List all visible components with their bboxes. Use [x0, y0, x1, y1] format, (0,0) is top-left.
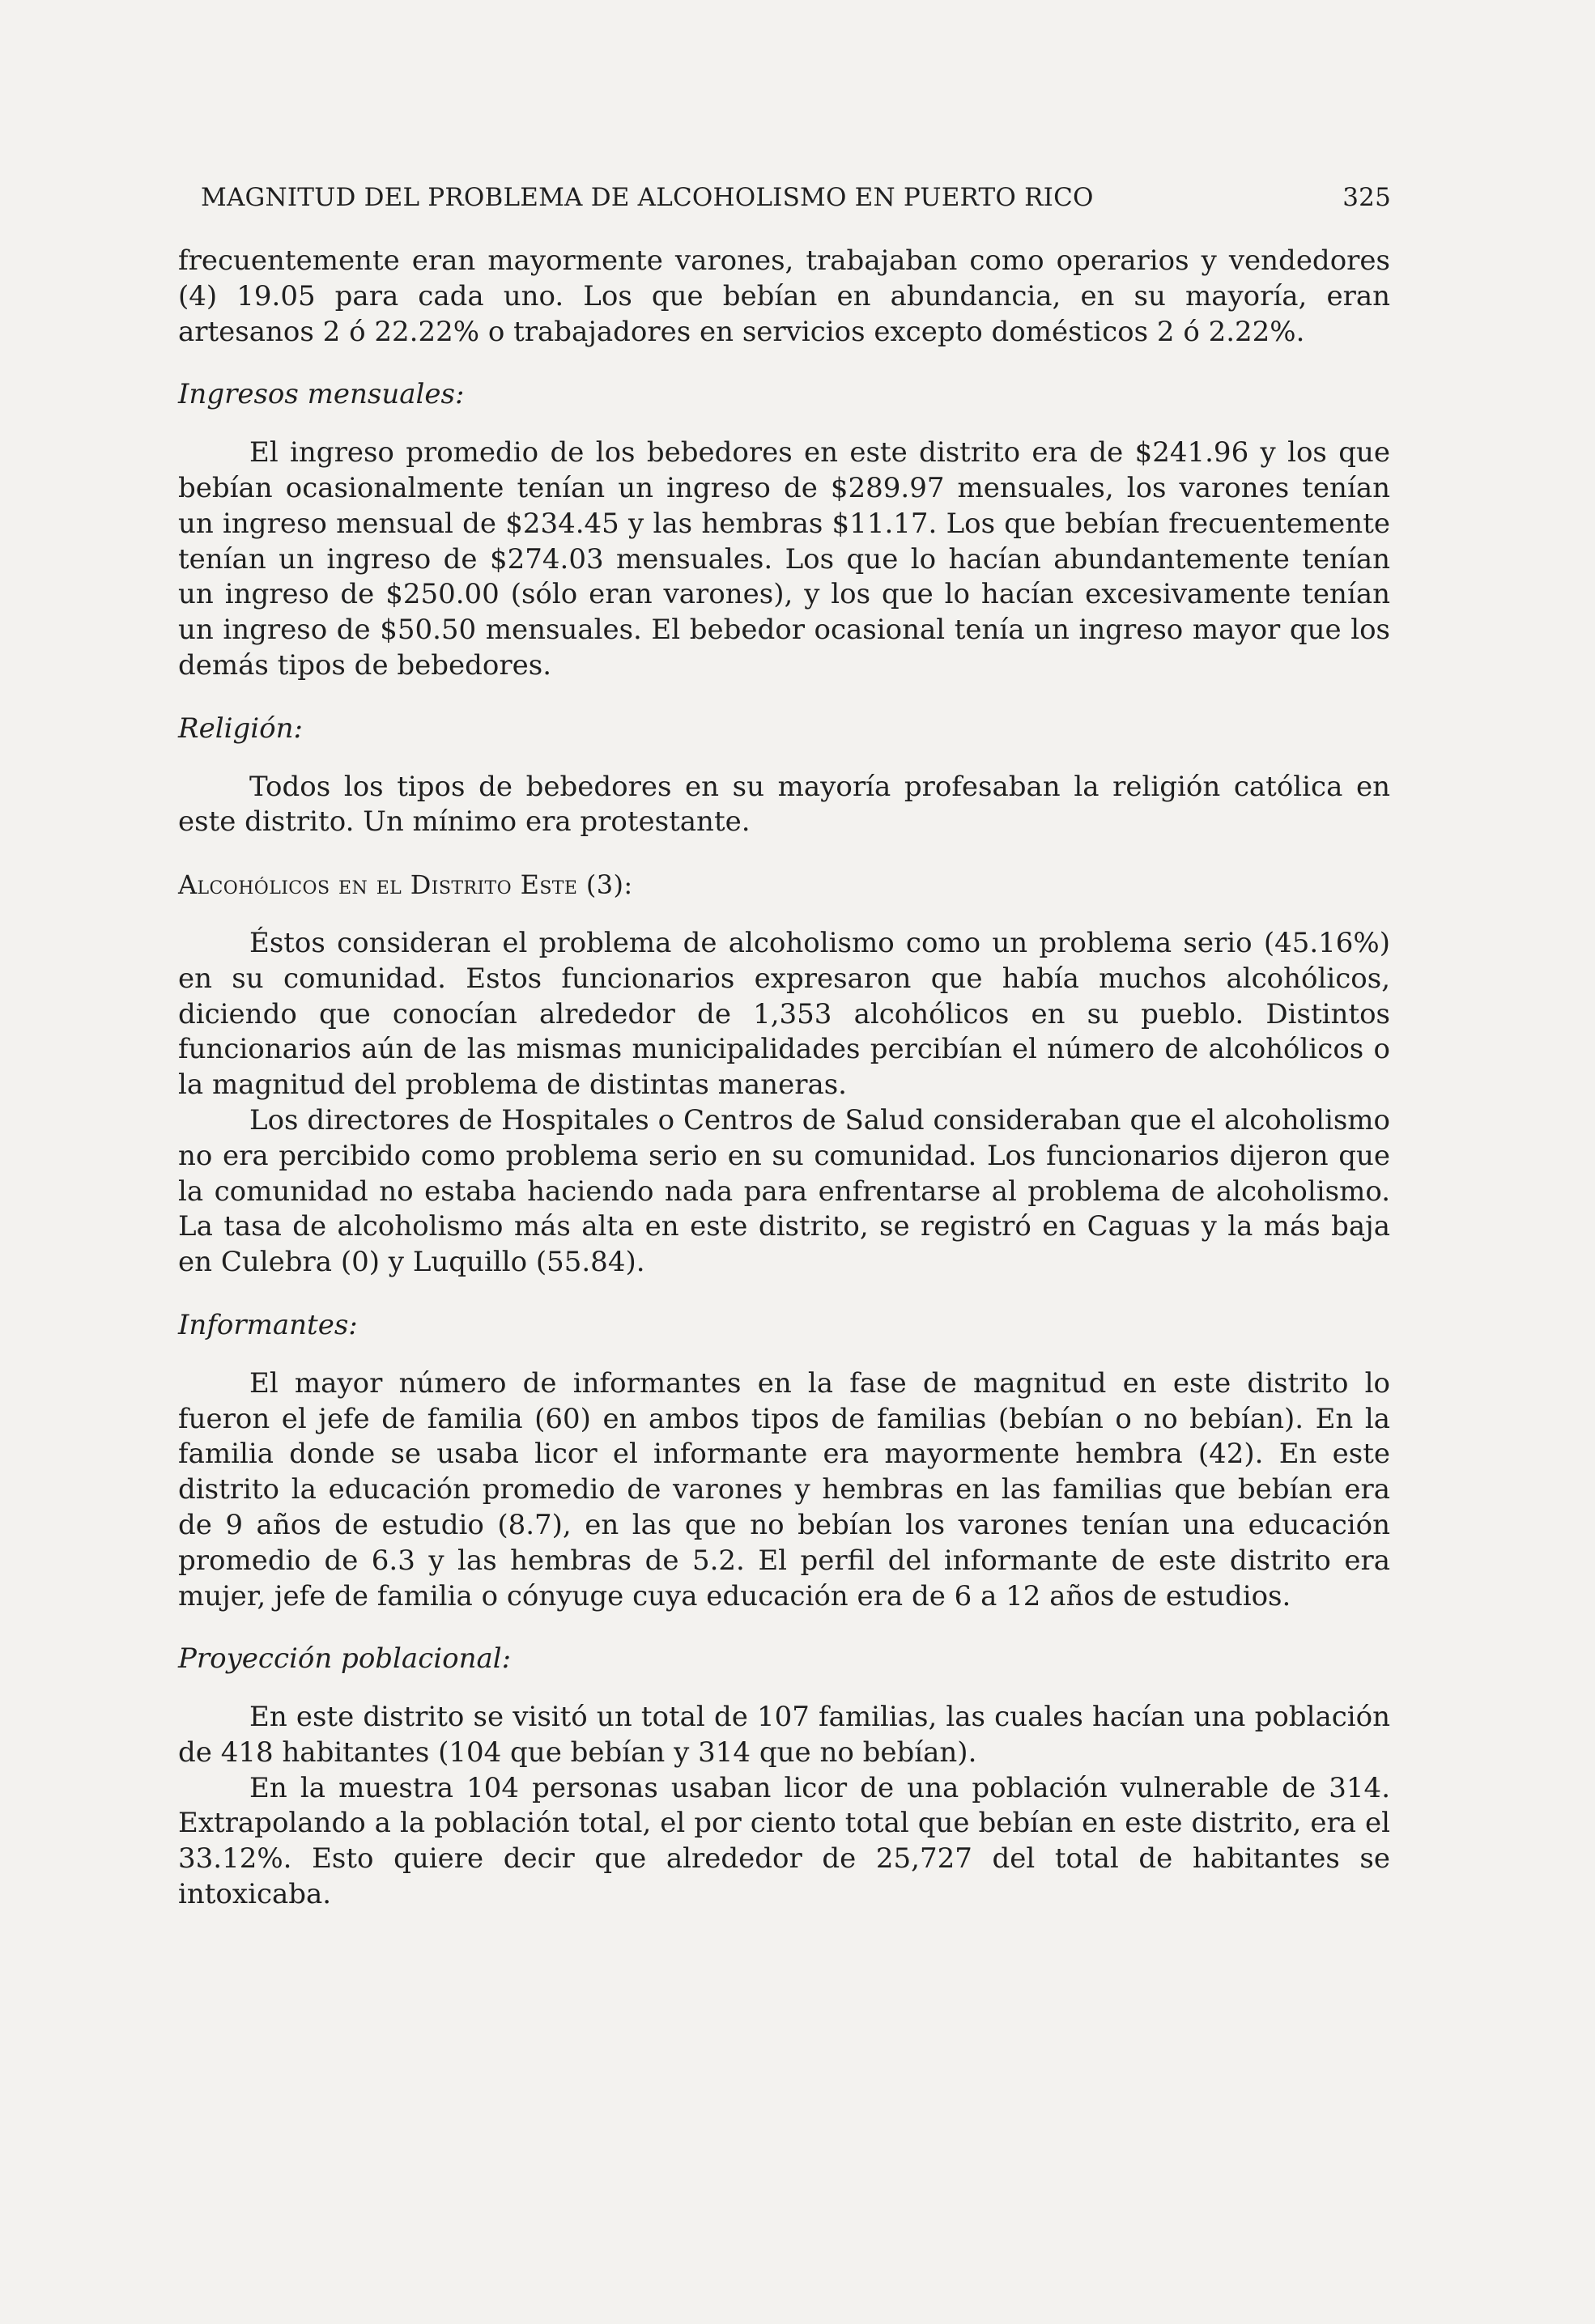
proyeccion-heading: Proyección poblacional: — [178, 1642, 512, 1676]
alcoholicos-paragraph-1: Éstos consideran el problema de alcoholismo como un problema serio (45.16%) en su comunidad. Estos funcionarios expresaron que había muchos alcohólicos, diciendo que conocían alrededor de 1,353 alcohólicos en su pueblo. Distintos funcionarios aún de las mismas municipalidades percibían el número de alcohólicos o la magnitud del problema de distintas maneras. — [178, 926, 1390, 1102]
ingresos-paragraph: El ingreso promedio de los bebedores en este distrito era de $241.96 y los que bebían ocasionalmente tenían un ingreso de $289.97 mensuales, los varones tenían un ingreso mensual de $234.45 y las hembras $11.17. Los que bebían frecuentemente tenían un ingreso de $274.03 mensuales. Los que lo hacían abundantemente tenían un ingreso de $250.00 (sólo eran varones), y los que lo hacían excesivamente tenían un ingreso de $50.50 mensuales. El bebedor ocasional tenía un ingreso mayor que los demás tipos de bebedores. — [178, 436, 1390, 682]
religion-paragraph: Todos los tipos de bebedores en su mayoría profesaban la religión católica en este distrito. Un mínimo era protestante. — [178, 770, 1390, 839]
intro-paragraph: frecuentemente eran mayormente varones, trabajaban como operarios y vendedores (4) 19.05 para cada uno. Los que bebían en abundancia, en su mayoría, eran artesanos 2 ó 22.22% o trabajadores en servicios excepto domésticos 2 ó 2.22%. — [178, 244, 1390, 348]
page-number: 325 — [1342, 183, 1391, 212]
section-gap — [178, 413, 1390, 435]
body-text — [178, 244, 1390, 1913]
section-gap — [178, 840, 1390, 868]
running-title: MAGNITUD DEL PROBLEMA DE ALCOHOLISMO EN PUERTO RICO — [201, 183, 1094, 212]
section-gap — [178, 684, 1390, 712]
proyeccion-paragraph-1: En este distrito se visitó un total de 107 familias, las cuales hacían una población de 418 habitantes (104 que bebían y 314 que no bebían). — [178, 1701, 1390, 1769]
informantes-paragraph: El mayor número de informantes en la fase de magnitud en este distrito lo fueron el jefe de familia (60) en ambos tipos de familias (bebían o no bebían). En la familia donde se usaba licor el informante era mayormente hembra (42). En este distrito la educación promedio de varones y hembras en las familias que bebían era de 9 años de estudio (8.7), en las que no bebían los varones tenían una educación promedio de 6.3 y las hembras de 5.2. El perfil del informante de este distrito era mujer, jefe de familia o cónyuge cuya educación era de 6 a 12 años de estudios. — [178, 1366, 1390, 1612]
ingresos-heading: Ingresos mensuales: — [178, 378, 465, 411]
section-gap — [178, 1614, 1390, 1642]
alcoholicos-heading: Alcohólicos en el Distrito Este (3): — [178, 869, 633, 901]
section-gap — [178, 1344, 1390, 1366]
section-gap — [178, 1281, 1390, 1308]
section-gap — [178, 1677, 1390, 1700]
informantes-heading: Informantes: — [178, 1308, 358, 1341]
section-gap — [178, 747, 1390, 770]
page-header — [201, 176, 1391, 219]
alcoholicos-paragraph-2: Los directores de Hospitales o Centros de Salud consideraban que el alcoholismo no era percibido como problema serio en su comunidad. Los funcionarios dijeron que la comunidad no estaba haciendo nada para enfrentarse al problema de alcoholismo. La tasa de alcoholismo más alta en este distrito, se registró en Caguas y la más baja en Culebra (0) y Luquillo (55.84). — [178, 1103, 1390, 1279]
proyeccion-paragraph-2: En la muestra 104 personas usaban licor de una población vulnerable de 314. Extrapolando a la población total, el por ciento total que bebían en este distrito, era el 33.12%. Esto quiere decir que alrededor de 25,727 del total de habitantes se intoxicaba. — [178, 1771, 1390, 1911]
section-gap — [178, 350, 1390, 377]
religion-heading: Religión: — [178, 712, 303, 745]
section-gap — [178, 903, 1390, 926]
